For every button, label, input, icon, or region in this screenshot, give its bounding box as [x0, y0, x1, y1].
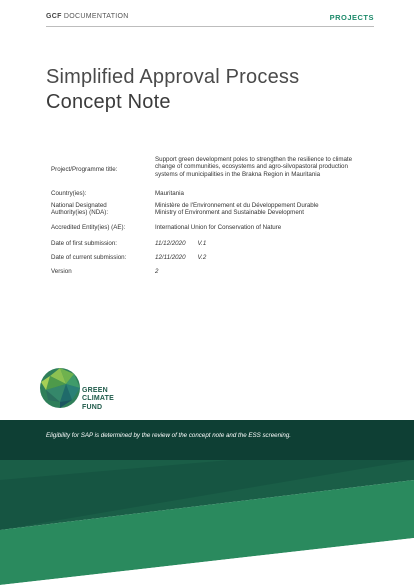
info-value-line: Ministry of Environment and Sustainable Development — [155, 209, 304, 217]
info-value-line: Ministère de l'Environnement et du Développement Durable — [155, 202, 319, 209]
header-section[interactable]: PROJECTS — [329, 13, 374, 22]
submission-date: 12/11/2020 — [155, 254, 186, 261]
info-label-line: Authority(ies) (NDA): — [51, 209, 109, 217]
header-brand-prefix: GCF — [46, 13, 62, 20]
info-label: Date of current submission: — [51, 254, 127, 261]
info-row-current-submission — [51, 254, 371, 268]
info-row-country — [51, 190, 371, 202]
info-value: Support green development poles to strengthen the resilience to climate change of communities, ecosystems and agro-silvopastoral production systems of municipalities in the Brakna Region in Mauritania — [155, 156, 353, 178]
document-title: Simplified Approval Process — [46, 66, 300, 88]
gcf-logo-icon — [38, 366, 82, 410]
document-subtitle: Concept Note — [46, 91, 171, 113]
logo-line: GREEN — [82, 387, 108, 394]
info-label-line: National Designated — [51, 202, 107, 209]
project-info-table — [51, 156, 371, 282]
submission-version: V.2 — [197, 254, 207, 261]
info-value — [155, 254, 371, 268]
info-value: International Union for Conservation of Nature — [155, 224, 282, 231]
header-brand — [46, 13, 129, 20]
logo-line: FUND — [82, 403, 103, 411]
info-value — [155, 240, 371, 254]
info-label: Accredited Entity(ies) (AE): — [51, 224, 126, 231]
eligibility-note: Eligibility for SAP is determined by the review of the concept note and the ESS screening. — [46, 432, 291, 439]
header-brand-suffix: DOCUMENTATION — [61, 13, 129, 20]
info-label — [51, 202, 155, 220]
decorative-footer-band — [0, 420, 414, 585]
info-label: Version — [51, 268, 72, 275]
info-label: Date of first submission: — [51, 240, 118, 247]
info-label: Project/Programme title: — [51, 166, 118, 173]
info-value: Mauritania — [155, 190, 184, 197]
logo-line: CLIMATE — [82, 395, 114, 403]
info-row-version — [51, 268, 371, 282]
info-value — [155, 202, 371, 220]
gcf-logo-wordmark — [82, 387, 114, 412]
header-rule — [46, 26, 374, 27]
info-row-first-submission — [51, 240, 371, 254]
info-row-project-title — [51, 156, 371, 186]
submission-date: 11/12/2020 — [155, 240, 186, 247]
info-value: 2 — [155, 268, 159, 275]
submission-version: V.1 — [197, 240, 207, 247]
info-label: Country(ies): — [51, 190, 87, 197]
info-row-nda — [51, 202, 371, 220]
page-header — [0, 0, 414, 28]
info-row-ae — [51, 224, 371, 238]
